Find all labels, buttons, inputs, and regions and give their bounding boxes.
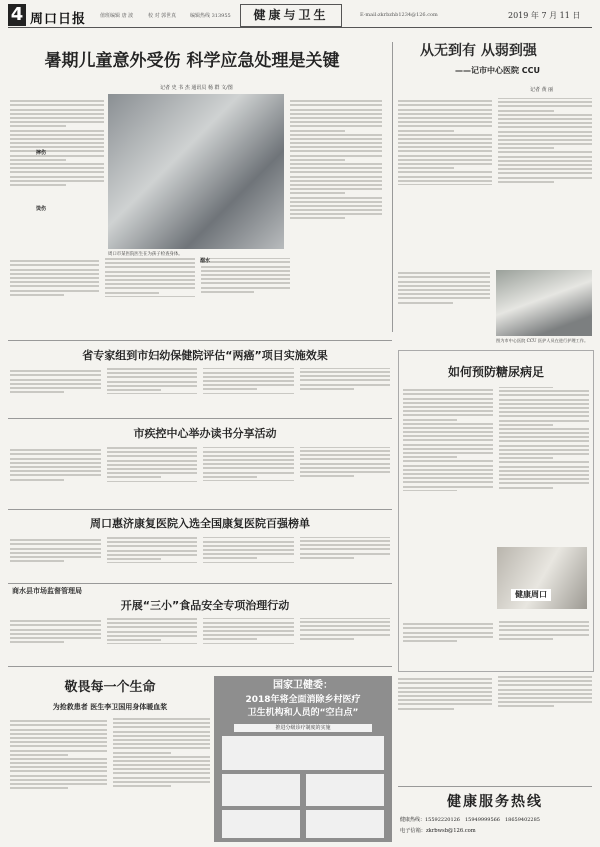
profile-photo: [496, 270, 592, 336]
masthead-rule: [8, 27, 592, 28]
diabetes-box: [398, 350, 594, 672]
contact-title: 健康服务热线: [447, 794, 543, 810]
ad-panel-right: [306, 774, 384, 806]
ad-title: 国家卫健委：: [273, 680, 333, 691]
news-title-2: 市疾控中心举办读书分享活动: [133, 427, 277, 440]
email: E-mail:zkrbzhb1234@126.com: [360, 12, 438, 18]
news-kicker-4: 商水县市场监督管理局: [12, 587, 82, 595]
subhead-1: 摔伤: [36, 150, 47, 156]
feature-title: 敬畏每一个生命: [64, 680, 156, 695]
news-body-1: [10, 368, 390, 414]
ad-headline-1: 2018年将全面消除乡村医疗: [245, 695, 361, 705]
news-title-4: 开展“三小”食品安全专项治理行动: [120, 599, 290, 612]
main-article-lower: [10, 258, 290, 334]
ad-headline-2: 卫生机构和人员的“空白点”: [247, 708, 359, 718]
section-rule-5: [8, 666, 392, 667]
contact-rule: [398, 786, 592, 787]
diabetes-title: 如何预防糖尿病足: [447, 365, 544, 379]
newspaper-name: 周口日报: [30, 12, 87, 27]
date: 2019 年 7 月 11 日: [508, 11, 581, 20]
news-body-2: [10, 447, 390, 505]
profile-title: 从无到有 从弱到强: [420, 43, 537, 59]
main-article-byline: 记者 史 书 杰 通讯员 杨 群 文/图: [160, 85, 233, 91]
health-logo-graphic: [497, 547, 587, 609]
subhead-3: 溺水: [200, 258, 211, 264]
section-title: 健康与卫生: [253, 8, 329, 22]
masthead: [8, 4, 592, 28]
section-title-box: [240, 4, 342, 27]
contact-intro: [398, 676, 592, 780]
section-rule-1: [8, 340, 392, 341]
feature-subtitle: 为抢救患者 医生李卫国用身体暖血浆: [52, 703, 168, 711]
section-rule-2: [8, 418, 392, 419]
page-number: 4: [8, 4, 26, 26]
news-title-1: 省专家组到市妇幼保健院评估“两癌”项目实施效果: [82, 349, 328, 362]
contact-phone: 健康热线：15592220126 15949999566 18659402285: [400, 817, 540, 823]
main-article-title: 暑期儿童意外受伤 科学应急处理是关键: [44, 51, 340, 71]
section-rule-3: [8, 509, 392, 510]
profile-subtitle: ——记市中心医院 CCU: [455, 66, 541, 75]
main-article-lead: [10, 98, 104, 248]
news-body-4: [10, 618, 390, 662]
ad-panel-bottom-right: [306, 810, 384, 838]
editor: 值班编辑 唐 波: [100, 13, 134, 19]
feature-body: [10, 718, 210, 843]
proofer: 校 对 郭世真: [148, 13, 177, 19]
ad-panel-left: [222, 774, 300, 806]
phone: 编辑热线 313955: [190, 13, 231, 19]
section-rule-4: [8, 583, 392, 584]
ad-tagline: 推进分级诊疗制度的实施: [234, 724, 372, 732]
ad-panel-bottom-left: [222, 810, 300, 838]
main-article-photo: [108, 94, 284, 249]
diabetes-footer: [403, 621, 589, 665]
main-article-col-right: [290, 98, 382, 328]
ad-block: [214, 676, 392, 842]
health-logo-text: 健康周口: [511, 589, 551, 601]
profile-divider: [392, 42, 393, 332]
news-title-3: 周口惠济康复医院入选全国康复医院百强榜单: [90, 517, 310, 530]
profile-photo-caption: 图为市中心医院 CCU 医护人员在进行护理工作。: [496, 338, 589, 343]
subhead-2: 烫伤: [36, 206, 47, 212]
profile-body-lower: [398, 270, 490, 330]
profile-body: [398, 98, 592, 266]
ad-panel-top: [222, 736, 384, 770]
main-article-photo-caption: 周口市某医院医生在为孩子检查身体。: [108, 252, 183, 257]
contact-email: 电子信箱：zkrbwsb@126.com: [400, 828, 476, 834]
news-body-3: [10, 537, 390, 579]
profile-byline: 记者 黄 丽: [530, 87, 554, 93]
